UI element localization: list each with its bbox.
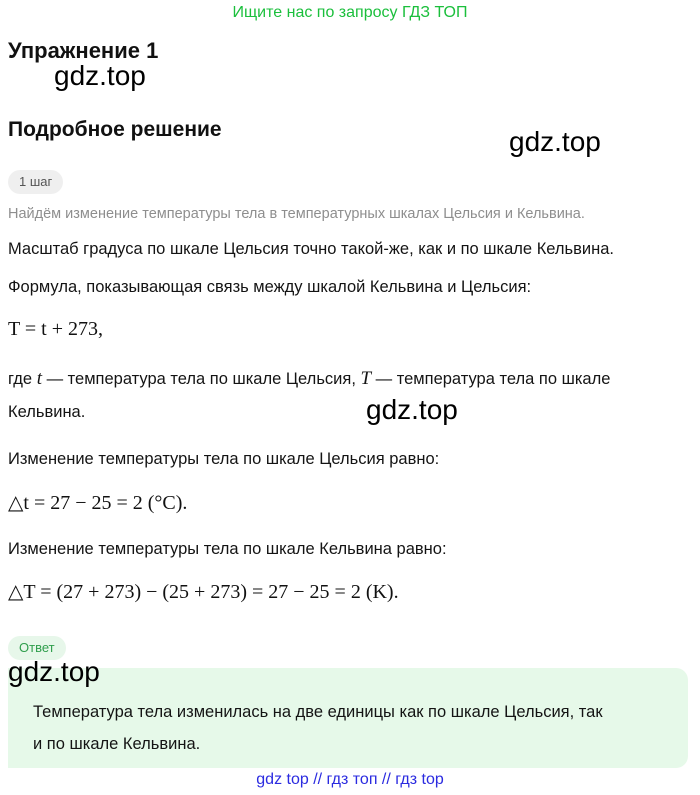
- answer-line: и по шкале Кельвина.: [33, 735, 201, 753]
- search-banner: Ищите нас по запросу ГДЗ ТОП: [232, 4, 468, 21]
- answer-text: [33, 696, 673, 760]
- answer-line: Температура тела изменилась на две единицы как по шкале Цельсия, так: [33, 703, 603, 721]
- paragraph: Изменение температуры тела по шкале Цельсия равно:: [8, 450, 440, 468]
- step-intro: Найдём изменение температуры тела в температурных шкалах Цельсия и Кельвина.: [8, 206, 585, 222]
- solution-title: Подробное решение: [8, 118, 222, 141]
- formula-celsius-change: △t = 27 − 25 = 2 (°C).: [8, 492, 188, 514]
- footer-links: gdz top // гдз топ // гдз top: [256, 771, 444, 788]
- paragraph-definitions-line2: Кельвина.: [8, 403, 86, 421]
- paragraph-definitions: где t — температура тела по шкале Цельсия, T — температура тела по шкале: [8, 368, 611, 389]
- exercise-title: Упражнение 1: [8, 38, 159, 63]
- watermark: gdz.top: [366, 394, 458, 425]
- watermark: gdz.top: [509, 126, 601, 157]
- answer-badge: Ответ: [8, 636, 66, 660]
- paragraph: Изменение температуры тела по шкале Кельвина равно:: [8, 540, 447, 558]
- step-badge: 1 шаг: [8, 170, 63, 194]
- watermark: gdz.top: [8, 656, 100, 687]
- formula-kelvin-celsius: T = t + 273,: [8, 318, 103, 340]
- answer-box: [8, 668, 688, 768]
- watermark: gdz.top: [54, 60, 146, 91]
- paragraph: Формула, показывающая связь между шкалой Кельвина и Цельсия:: [8, 278, 532, 296]
- paragraph: Масштаб градуса по шкале Цельсия точно такой-же, как и по шкале Кельвина.: [8, 240, 615, 258]
- formula-kelvin-change: △T = (27 + 273) − (25 + 273) = 27 − 25 = 2 (K).: [8, 581, 399, 603]
